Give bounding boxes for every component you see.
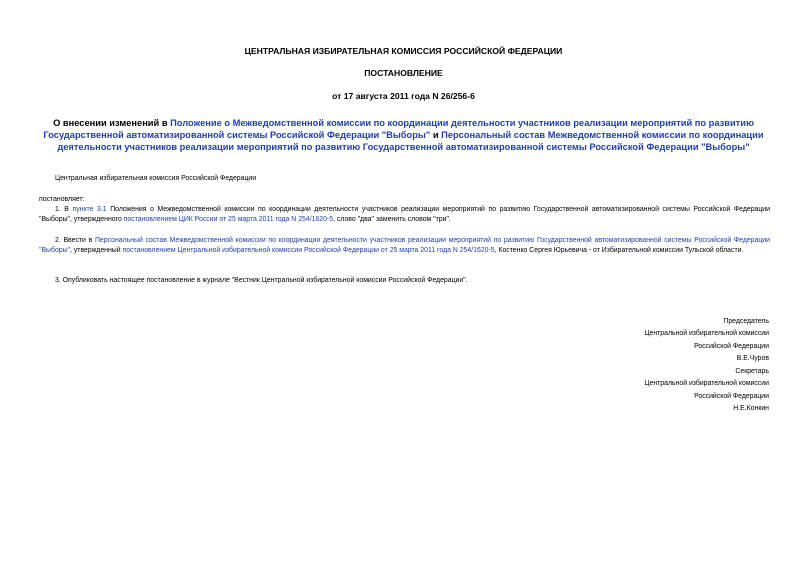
personnel-composition-link[interactable]: Персональный состав Межведомственной комиссии по координации деятельности участников реализации мероприятий по развитию Государственной автоматизированной системы Российской Федерации "Выборы" bbox=[39, 237, 770, 255]
clause-2-prefix: 2. Ввести в bbox=[55, 237, 95, 244]
personnel-list-link[interactable]: Персональный состав Межведомственной комиссии по координации деятельности участников реализации мероприятий по развитию Государственной автоматизированной системы Российской Федерации "Выборы" bbox=[57, 130, 764, 153]
cec-decree-link[interactable]: постановлением ЦИК России от 25 марта 2011 года N 254/1620-5 bbox=[123, 216, 334, 224]
title-conjunction: и bbox=[430, 130, 442, 141]
clause-1-ending: , слово "два" заменить словом "три". bbox=[333, 216, 451, 224]
secretary-org-line-1: Центральной избирательной комиссии bbox=[644, 380, 769, 388]
chairman-role: Председатель bbox=[723, 318, 769, 325]
chairman-name: В.Е.Чуров bbox=[736, 355, 769, 363]
secretary-org-line-2: Российской Федерации bbox=[694, 392, 769, 400]
date-number-heading: от 17 августа 2011 года N 26/256-6 bbox=[332, 91, 475, 101]
document-type-heading: ПОСТАНОВЛЕНИЕ bbox=[364, 68, 443, 78]
clause-2 bbox=[39, 236, 770, 257]
chairman-org-line-1: Центральной избирательной комиссии bbox=[644, 330, 769, 338]
cec-resolution-link[interactable]: постановлением Центральной избирательной комиссии Российской Федерации от 25 марта 2011 года N 254/1620-5 bbox=[122, 247, 495, 255]
secretary-role: Секретарь bbox=[735, 368, 769, 375]
clause-3: 3. Опубликовать настоящее постановление в журнале "Вестник Центральной избирательной комиссии Российской Федерации". bbox=[55, 277, 468, 284]
chairman-signature-block bbox=[549, 316, 769, 366]
chairman-org-line-2: Российской Федерации bbox=[694, 342, 769, 350]
title-prefix: О внесении изменений в bbox=[53, 118, 171, 128]
commission-name: Центральная избирательная комиссия Российской Федерации bbox=[55, 175, 257, 182]
regulation-link[interactable]: Положение о Межведомственной комиссии по координации деятельности участников реализации мероприятий по развитию Государственной автоматизированной системы Российской Федерации "Выборы" bbox=[43, 118, 754, 141]
clause-1-text: Положения о Межведомственной комиссии по координации деятельности участников реализации мероприятий по развитию Государственной автоматизированной системы Российской Федерации "Выборы", утвержденного bbox=[39, 206, 771, 224]
clause-1 bbox=[39, 205, 770, 226]
clause-2-text: , утвержденный bbox=[70, 247, 123, 255]
secretary-signature-block bbox=[549, 366, 769, 416]
clause-1-prefix: 1. В bbox=[55, 206, 73, 213]
clause-2-ending: , Костенко Сергея Юрьевича - от Избирательной комиссии Тульской области. bbox=[494, 247, 744, 255]
document-title bbox=[40, 117, 767, 154]
organization-heading: ЦЕНТРАЛЬНАЯ ИЗБИРАТЕЛЬНАЯ КОМИССИЯ РОССИЙСКОЙ ФЕДЕРАЦИИ bbox=[244, 46, 563, 56]
secretary-name: Н.Е.Конкин bbox=[733, 405, 769, 413]
resolves-text: постановляет: bbox=[39, 196, 85, 203]
point-3-1-link[interactable]: пункте 3.1 bbox=[72, 206, 107, 213]
